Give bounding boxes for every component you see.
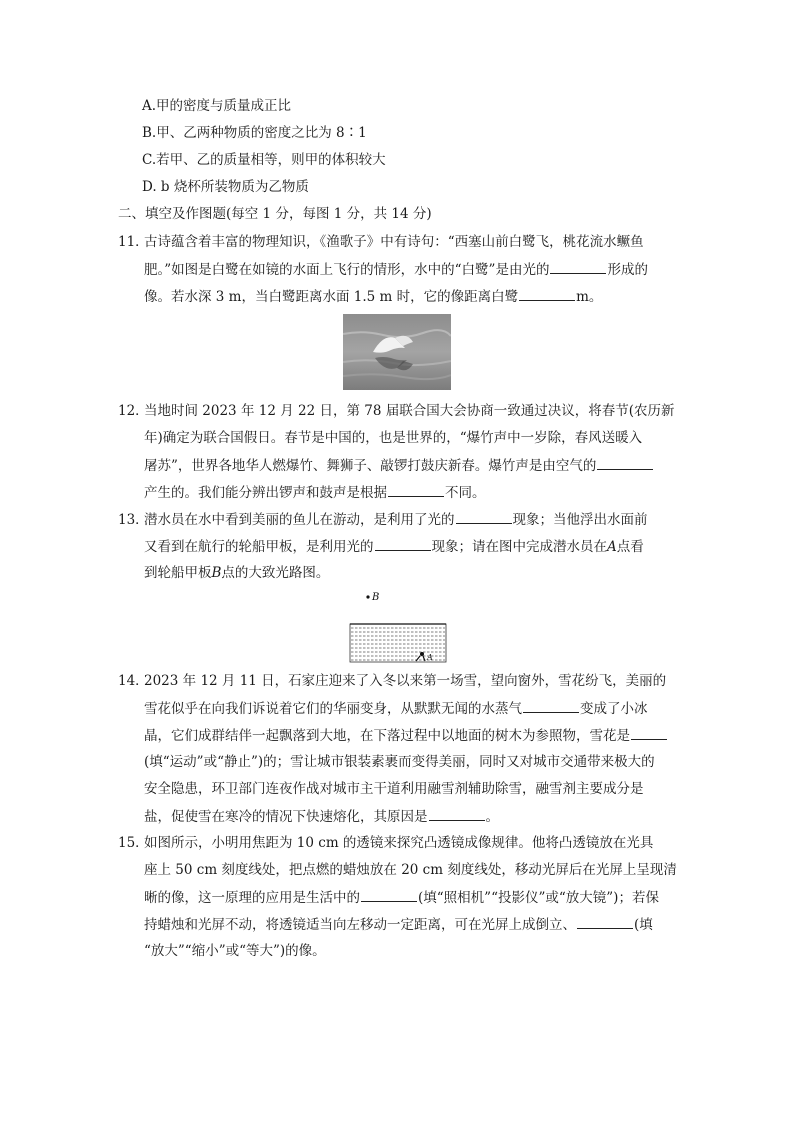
q11-text-2b: 形成的 [607, 262, 648, 278]
q14-text-2b: 变成了小冰 [580, 701, 648, 717]
point-a-label: A [427, 653, 433, 662]
q13-text-2a: 又看到在航行的轮船甲板，是利用光的 [144, 539, 374, 555]
q15-line-3 [144, 888, 659, 907]
q13-text-2d: 点看 [616, 539, 644, 555]
q13-text-1b: 现象；当他浮出水面前 [512, 512, 648, 528]
q15-text-1: 如图所示，小明用焦距为 10 cm 的透镜来探究凸透镜成像规律。他将凸透镜放在光具 [144, 835, 654, 851]
q15-text-3a: 晰的像，这一原理的应用是生活中的 [144, 890, 360, 906]
q14-line-1 [118, 672, 666, 690]
q12-line-3 [144, 456, 654, 475]
q14-text-6a: 盐，促使雪在寒冷的情况下快速熔化，其原因是 [144, 809, 428, 825]
q15-line-5: “放大”“缩小”或“等大”)的像。 [144, 943, 326, 959]
q14-line-5: 安全隐患，环卫部门连夜作战对城市主干道利用融雪剂辅助除雪，融雪剂主要成分是 [144, 781, 644, 797]
q11-text-1: 古诗蕴含着丰富的物理知识，《渔歌子》中有诗句：“西塞山前白鹭飞，桃花流水鳜鱼 [144, 234, 644, 250]
q11-line-2 [144, 260, 648, 279]
q13-text-2b: 现象；请在图中完成潜水员在 [431, 539, 607, 555]
q12-text-4b: 不同。 [445, 485, 486, 501]
q14-line-2 [144, 699, 648, 718]
q12-line-2: 年)确定为联合国假日。春节是中国的，也是世界的，“爆竹声中一岁除，春风送暖入 [144, 430, 643, 446]
q15-number: 15． [118, 835, 149, 851]
option-b: B.甲、乙两种物质的密度之比为 8∶1 [142, 125, 367, 141]
q15-text-3b: (填“照相机”“投影仪”或“放大镜”)；若保 [418, 890, 659, 906]
q14-text-1: 2023 年 12 月 11 日，石家庄迎来了入冬以来第一场雪，望向窗外，雪花纷飞，美丽的 [144, 673, 667, 689]
q15-line-2: 座上 50 cm 刻度线处，把点燃的蜡烛放在 20 cm 刻度线处，移动光屏后在光屏上呈现清 [144, 862, 677, 878]
q12-text-1: 当地时间 2023 年 12 月 22 日，第 78 届联合国大会协商一致通过决议，将春节(农历新 [144, 403, 675, 419]
q14-line-4: (填“运动”或“静止”)的；雪让城市银装素裹而变得美丽，同时又对城市交通带来极大的 [144, 754, 655, 770]
q13-point-b-ref: B [211, 565, 222, 581]
q14-line-3 [144, 726, 668, 745]
q11-blank-1[interactable] [550, 260, 606, 274]
option-d: D. b 烧杯所装物质为乙物质 [142, 179, 309, 195]
q14-blank-3[interactable] [429, 807, 485, 821]
point-b-dot [366, 595, 369, 598]
q13-number: 13． [118, 512, 149, 528]
q12-blank-1[interactable] [597, 456, 653, 470]
q13-point-a-ref: A [607, 539, 617, 555]
q11-text-3b: m。 [576, 289, 603, 305]
q11-line-3 [144, 287, 602, 306]
q12-text-3a: 屠苏”，世界各地华人燃爆竹、舞狮子、敲锣打鼓庆新春。爆竹声是由空气的 [144, 458, 597, 474]
option-a: A.甲的密度与质量成正比 [142, 98, 292, 114]
q14-text-6b: 。 [485, 809, 499, 825]
q15-blank-1[interactable] [361, 888, 417, 902]
q15-blank-2[interactable] [577, 915, 633, 929]
q13-text-3a: 到轮船甲板 [144, 565, 212, 581]
egret-photo [343, 314, 451, 390]
q11-blank-2[interactable] [519, 287, 575, 301]
q13-text-3c: 点的大致光路图。 [221, 565, 330, 581]
point-b-label: B [372, 592, 380, 603]
q14-number: 14． [118, 673, 149, 689]
q11-text-3a: 像。若水深 3 m，当白鹭距离水面 1.5 m 时，它的像距离白鹭 [144, 289, 519, 305]
q13-line-1 [118, 510, 648, 529]
q11-line-1 [118, 233, 644, 251]
light-path-diagram [346, 588, 450, 664]
q15-line-4 [144, 915, 653, 934]
q13-text-1a: 潜水员在水中看到美丽的鱼儿在游动，是利用了光的 [144, 512, 455, 528]
q11-text-2a: 肥。”如图是白鹭在如镜的水面上飞行的情形，水中的“白鹭”是由光的 [144, 262, 550, 278]
q12-number: 12． [118, 403, 149, 419]
q13-line-2 [144, 537, 644, 556]
q14-text-2a: 雪花似乎在向我们诉说着它们的华丽变身，从默默无闻的水蒸气 [144, 701, 522, 717]
q12-text-4a: 产生的。我们能分辨出锣声和鼓声是根据 [144, 485, 387, 501]
option-c: C.若甲、乙的质量相等，则甲的体积较大 [142, 152, 386, 168]
q15-line-1 [118, 834, 653, 852]
q14-text-3: 晶，它们成群结伴一起飘落到大地，在下落过程中以地面的树木为参照物，雪花是 [144, 728, 630, 744]
q15-text-4b: (填 [634, 917, 653, 933]
section-heading: 二、填空及作图题(每空 1 分，每图 1 分，共 14 分) [118, 206, 432, 222]
q15-text-4a: 持蜡烛和光屏不动，将透镜适当向左移动一定距离，可在光屏上成倒立、 [144, 917, 576, 933]
q13-blank-1[interactable] [456, 510, 512, 524]
q11-number: 11． [118, 234, 149, 250]
q12-line-4 [144, 483, 486, 502]
q14-blank-1[interactable] [523, 699, 579, 713]
q13-line-3 [144, 564, 329, 582]
q12-line-1 [118, 402, 675, 420]
q12-blank-2[interactable] [388, 483, 444, 497]
q14-line-6 [144, 807, 499, 826]
q14-blank-2[interactable] [631, 726, 667, 740]
q13-blank-2[interactable] [375, 537, 431, 551]
